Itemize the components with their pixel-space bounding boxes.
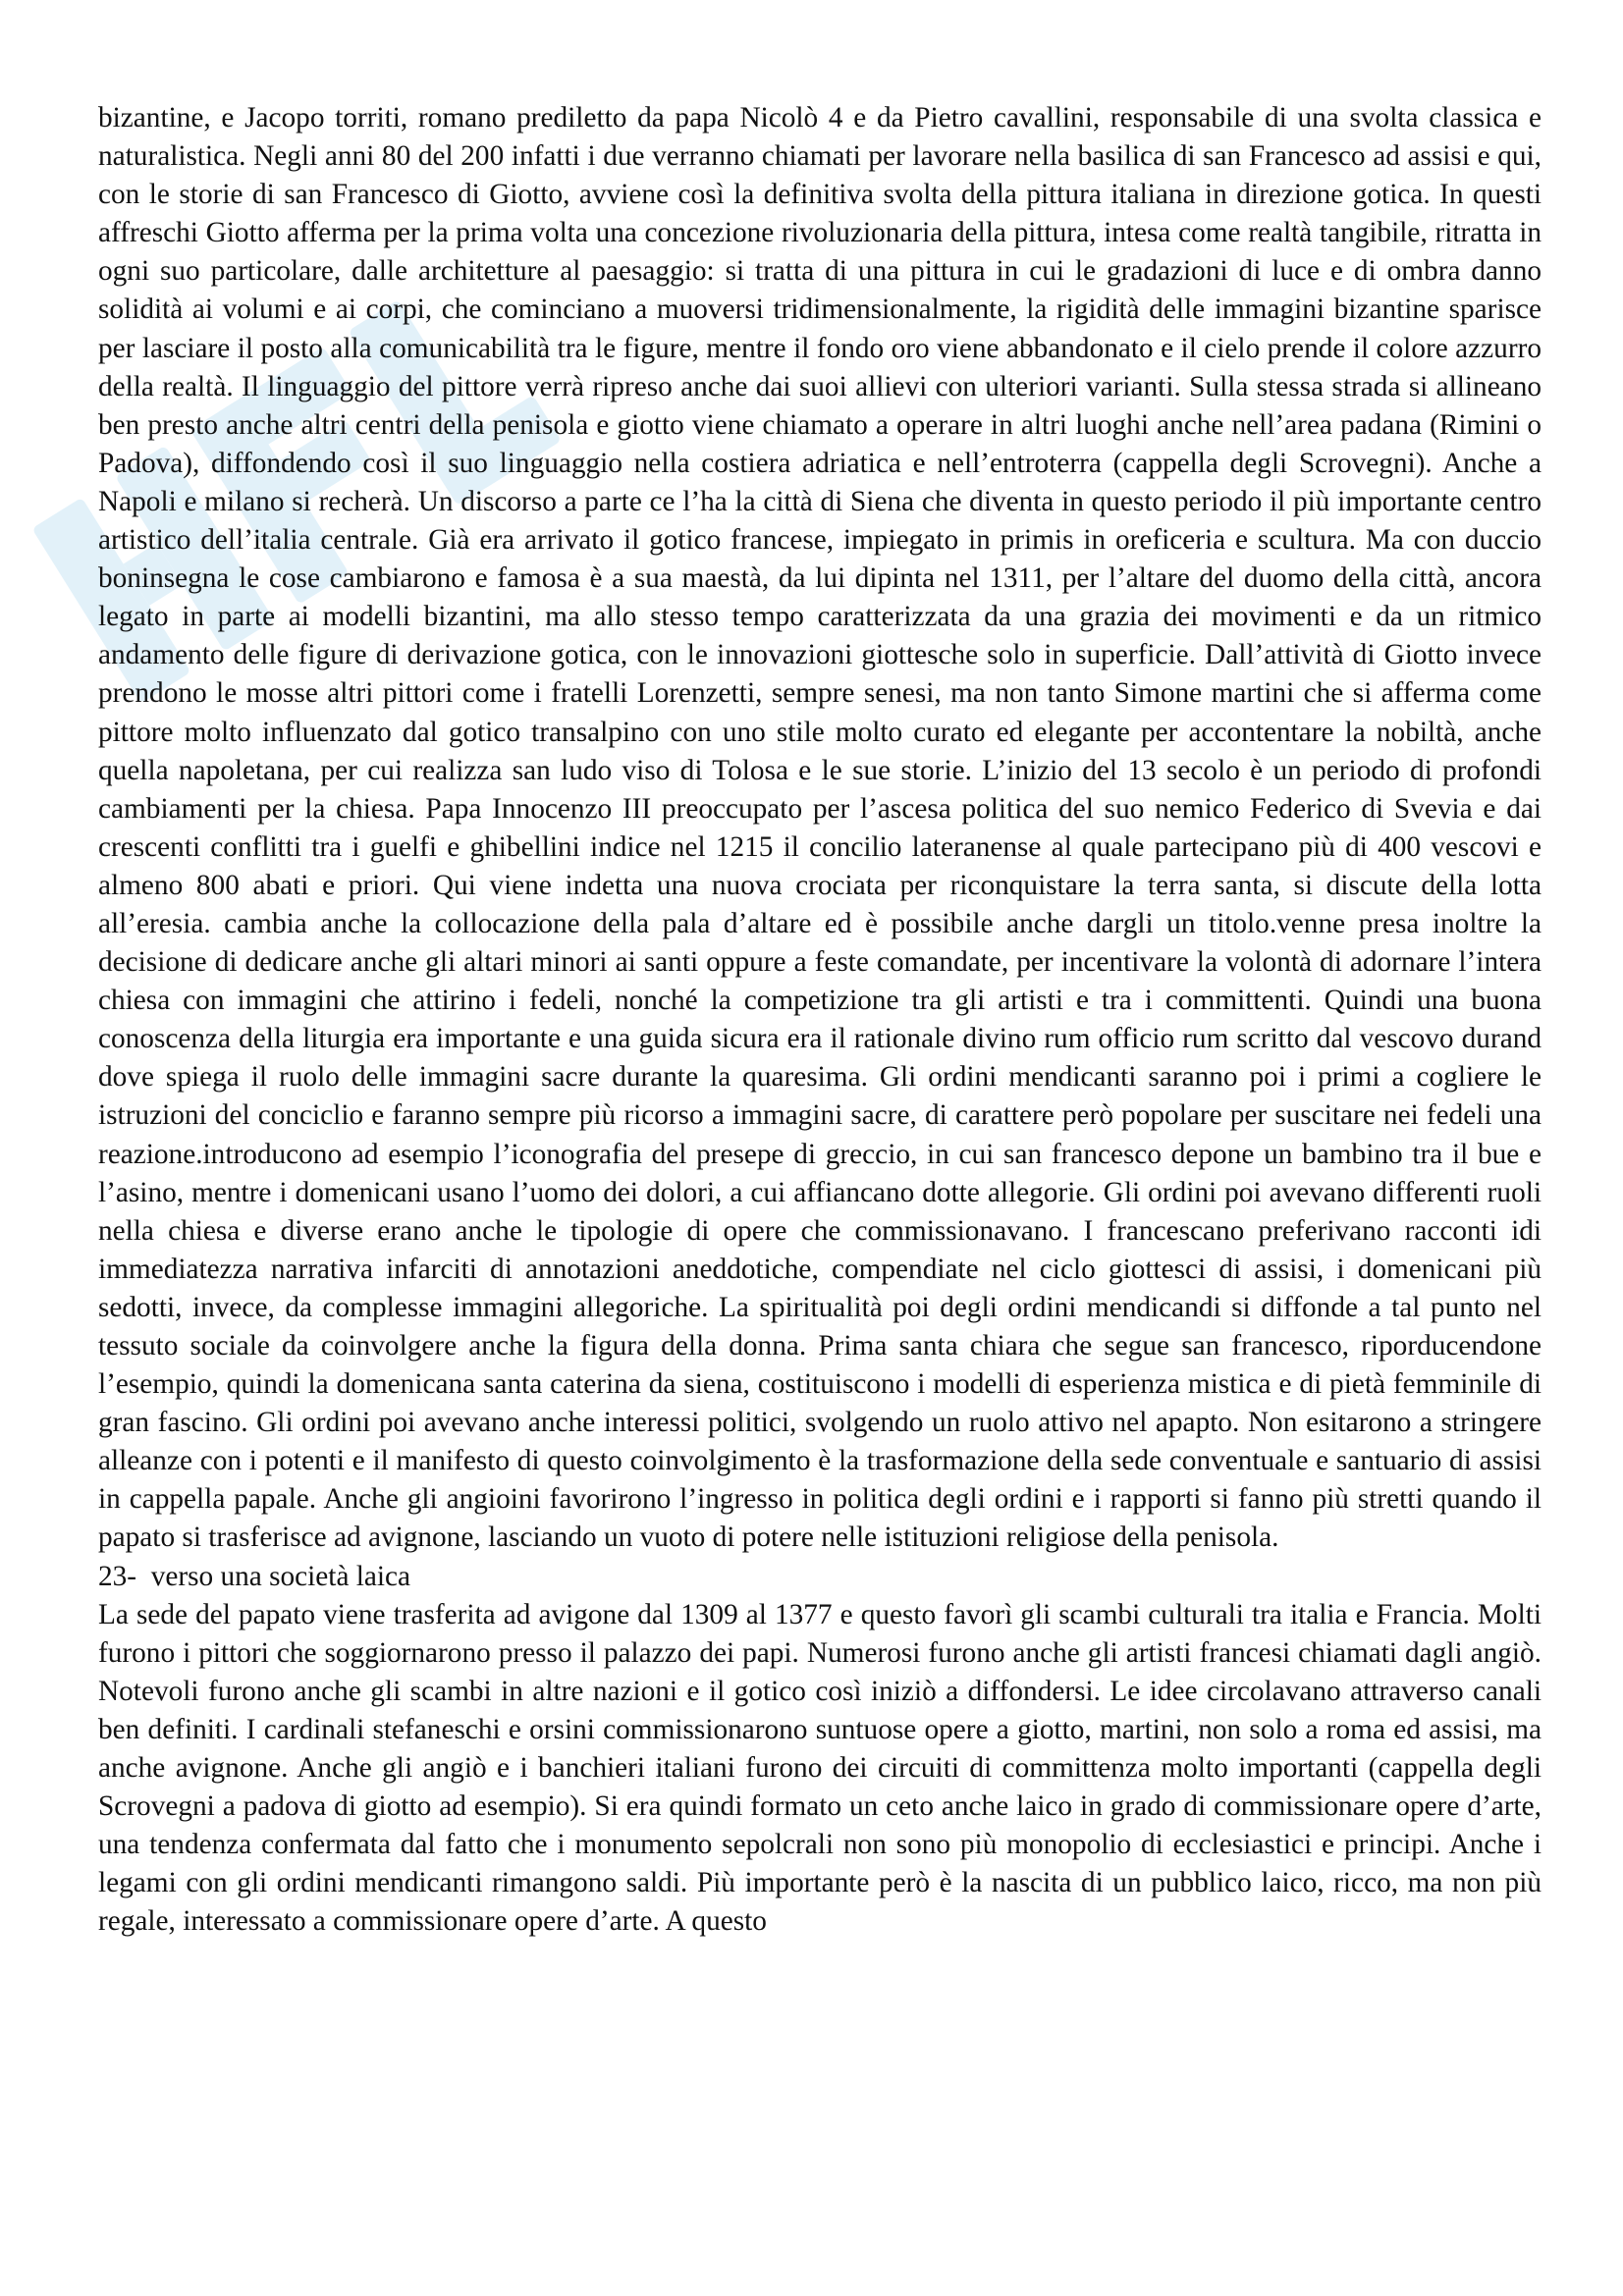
document-body	[98, 99, 1542, 1942]
body-paragraph: La sede del papato viene trasferita ad avigone dal 1309 al 1377 e questo favorì gli scambi culturali tra italia e Francia. Molti furono i pittori che soggiornarono presso il palazzo dei papi. Numerosi furono anche gli artisti francesi chiamati dagli angiò. Notevoli furono anche gli scambi in altre nazioni e il gotico così iniziò a diffondersi. Le idee circolavano attraverso canali ben definiti. I cardinali stefaneschi e orsini commissionarono suntuose opere a giotto, martini, non solo a roma ed assisi, ma anche avignone. Anche gli angiò e i banchieri italiani furono dei circuiti di committenza molto importanti (cappella degli Scrovegni a padova di giotto ad esempio). Si era quindi formato un ceto anche laico in grado di commissionare opere d’arte, una tendenza confermata dal fatto che i monumento sepolcrali non sono più monopolio di ecclesiastici e principi. Anche i legami con gli ordini mendicanti rimangono saldi. Più importante però è la nascita di un pubblico laico, ricco, ma non più regale, interessato a commissionare opere d’arte. A questo	[98, 1598, 1542, 1938]
body-paragraph: bizantine, e Jacopo torriti, romano prediletto da papa Nicolò 4 e da Pietro cavallini, responsabile di una svolta classica e naturalistica. Negli anni 80 del 200 infatti i due verranno chiamati per lavorare nella basilica di san Francesco ad assisi e qui, con le storie di san Francesco di Giotto, avviene così la definitiva svolta della pittura italiana in direzione gotica. In questi affreschi Giotto afferma per la prima volta una concezione rivoluzionaria della pittura, intesa come realtà tangibile, ritratta in ogni suo particolare, dalle architetture al paesaggio: si tratta di una pittura in cui le gradazioni di luce e di ombra danno solidità ai volumi e ai corpi, che cominciano a muoversi tridimensionalmente, la rigidità delle immagini bizantine sparisce per lasciare il posto alla comunicabilità tra le figure, mentre il fondo oro viene abbandonato e il cielo prende il colore azzurro della realtà. Il linguaggio del pittore verrà ripreso anche dai suoi allievi con ulteriori varianti. Sulla stessa strada si allineano ben presto anche altri centri della penisola e giotto viene chiamato a operare in altri luoghi anche nell’area padana (Rimini o Padova), diffondendo così il suo linguaggio nella costiera adriatica e nell’entroterra (cappella degli Scrovegni). Anche a Napoli e milano si recherà. Un discorso a parte ce l’ha la città di Siena che diventa in questo periodo il più importante centro artistico dell’italia centrale. Già era arrivato il gotico francese, impiegato in primis in oreficeria e scultura. Ma con duccio boninsegna le cose cambiarono e famosa è a sua maestà, da lui dipinta nel 1311, per l’altare del duomo della città, ancora legato in parte ai modelli bizantini, ma allo stesso tempo caratterizzata da una grazia dei movimenti e da un ritmico andamento delle figure di derivazione gotica, con le innovazioni giottesche solo in superficie. Dall’attività di Giotto invece prendono le mosse altri pittori come i fratelli Lorenzetti, sempre senesi, ma non tanto Simone martini che si afferma come pittore molto influenzato dal gotico transalpino con uno stile molto curato ed elegante per accontentare la nobiltà, anche quella napoletana, per cui realizza san ludo viso di Tolosa e le sue storie. L’inizio del 13 secolo è un periodo di profondi cambiamenti per la chiesa. Papa Innocenzo III preoccupato per l’ascesa politica del suo nemico Federico di Svevia e dai crescenti conflitti tra i guelfi e ghibellini indice nel 1215 il concilio lateranense al quale partecipano più di 400 vescovi e almeno 800 abati e priori. Qui viene indetta una nuova crociata per riconquistare la terra santa, si discute della lotta all’eresia. cambia anche la collocazione della pala d’altare ed è possibile anche dargli un titolo.venne presa inoltre la decisione di dedicare anche gli altari minori ai santi oppure a feste comandate, per incentivare la volontà di adornare l’intera chiesa con immagini che attirino i fedeli, nonché la competizione tra gli artisti e tra i committenti. Quindi una buona conoscenza della liturgia era importante e una guida sicura era il rationale divino rum officio rum scritto dal vescovo durand dove spiega il ruolo delle immagini sacre durante la quaresima. Gli ordini mendicanti saranno poi i primi a cogliere le istruzioni del conciclio e faranno sempre più ricorso a immagini sacre, di carattere però popolare per suscitare nei fedeli una reazione.introducono ad esempio l’iconografia del presepe di greccio, in cui san francesco depone un bambino tra il bue e l’asino, mentre i domenicani usano l’uomo dei dolori, a cui affiancano dotte allegorie. Gli ordini poi avevano differenti ruoli nella chiesa e diverse erano anche le tipologie di opere che commissionavano. I francescano preferivano racconti idi immediatezza narrativa infarciti di annotazioni aneddotiche, compendiate nel ciclo giottesci di assisi, i domenicani più sedotti, invece, da complesse immagini allegoriche. La spiritualità poi degli ordini mendicandi si diffonde a tal punto nel tessuto sociale da coinvolgere anche la figura della donna. Prima santa chiara che segue san francesco, riporducendone l’esempio, quindi la domenicana santa caterina da siena, costituiscono i modelli di esperienza mistica e di pietà femminile di gran fascino. Gli ordini poi avevano anche interessi politici, svolgendo un ruolo attivo nel apapto. Non esitarono a stringere alleanze con i potenti e il manifesto di questo coinvolgimento è la trasformazione della sede conventuale e santuario di assisi in cappella papale. Anche gli angioini favorirono l’ingresso in politica degli ordini e i rapporti si fanno più stretti quando il papato si trasferisce ad avignone, lasciando un vuoto di potere nelle istituzioni religiose della penisola.	[98, 102, 1542, 1554]
section-heading: 23- verso una società laica	[98, 1560, 411, 1592]
